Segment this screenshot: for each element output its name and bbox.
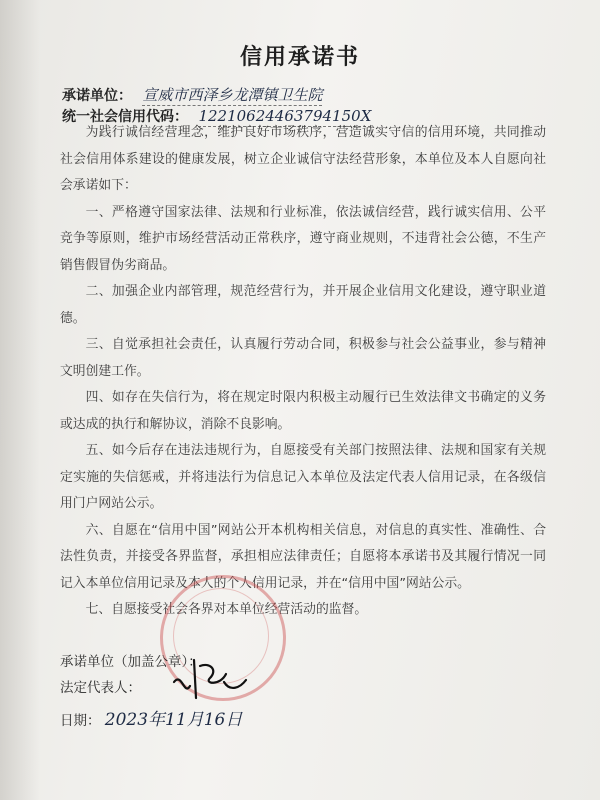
unit-row	[62, 84, 322, 105]
legal-rep-label: 法定代表人：	[60, 680, 141, 696]
unit-label: 承诺单位：	[62, 88, 132, 104]
paragraph-1: 一、严格遵守国家法律、法规和行业标准，依法诚信经营，践行诚实信用、公平竞争等原则，维护市场经营活动正常秩序，遵守商业规则，不违背社会公德，不生产销售假冒伪劣商品。	[60, 204, 546, 273]
document-title: 信用承诺书	[239, 45, 360, 70]
unit-value: 宣威市西泽乡龙潭镇卫生院	[142, 86, 323, 104]
paragraph-intro: 为践行诚信经营理念，维护良好市场秩序，营造诚实守信的信用环境，共同推动社会信用体系建设的健康发展，树立企业诚信守法经营形象，本单位及本人自愿向社会承诺如下：	[60, 125, 546, 193]
paragraph-6: 六、自愿在“信用中国”网站公开本机构相关信息，对信息的真实性、准确性、合法性负责，并接受各界监督，承担相应法律责任；自愿将本承诺书及其履行情况一同记入本单位信用记录及本人的个人信用记录，并在“信用中国”网站公示。	[60, 522, 546, 591]
page-shadow	[0, 0, 40, 800]
paragraph-3: 三、自觉承担社会责任，认真履行劳动合同，积极参与社会公益事业，参与精神文明创建工作。	[60, 337, 546, 379]
handwritten-signature	[170, 652, 250, 702]
date-row	[60, 705, 242, 730]
credit-code-value: 12210624463794150X	[198, 107, 372, 125]
date-value: 2023年11月16日	[104, 710, 243, 730]
commitment-body	[60, 120, 546, 624]
paragraph-7: 七、自愿接受社会各界对本单位经营活动的监督。	[85, 602, 368, 617]
paragraph-4: 四、如存在失信行为，将在规定时限内积极主动履行已生效法律文书确定的义务或达成的执行和解协议，消除不良影响。	[60, 390, 546, 432]
paragraph-2: 二、加强企业内部管理，规范经营行为，并开展企业信用文化建设，遵守职业道德。	[60, 284, 546, 326]
paragraph-5: 五、如今后存在违法违规行为，自愿接受有关部门按照法律、法规和国家有关规定实施的失信惩戒，并将违法行为信息记入本单位及法定代表人信用记录，在各级信用门户网站公示。	[60, 443, 546, 511]
date-label: 日期：	[60, 713, 101, 729]
signing-unit-label: 承诺单位（加盖公章）：	[60, 654, 202, 670]
credit-code-label: 统一社会信用代码：	[62, 109, 188, 125]
